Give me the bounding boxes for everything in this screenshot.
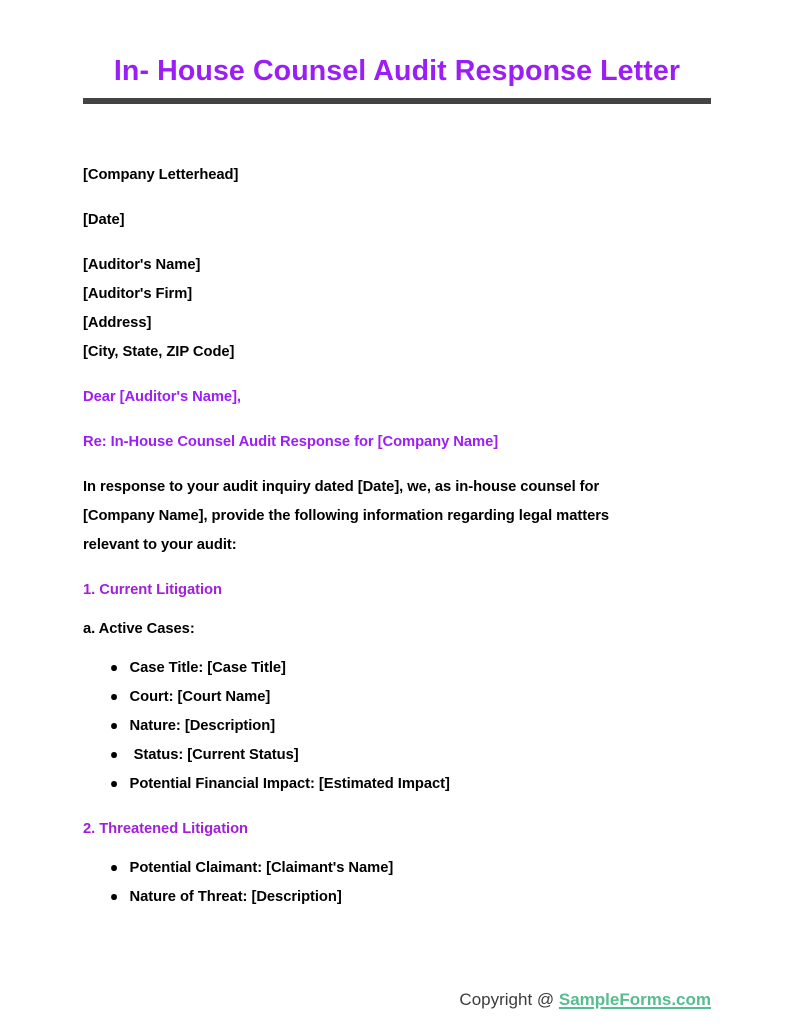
title-divider [83,98,711,104]
section-heading-1: 1. Current Litigation [83,581,222,598]
intro-paragraph: In response to your audit inquiry dated [Date], we, as in-house counsel for [Company Name], provide the following information regarding legal matters relevant to your audit: [83,478,610,553]
footer [0,989,711,1011]
date-line: [Date] [83,211,125,228]
spacer [83,411,723,427]
spacer [83,234,723,250]
spacer [83,604,723,614]
auditor-firm-line: [Auditor's Firm] [83,285,193,302]
list-item: Potential Claimant: [Claimant's Name] [83,853,704,882]
auditor-name-line: [Auditor's Name] [83,256,201,273]
brand-link[interactable]: SampleForms.com [558,990,711,1009]
list-item: Status: [Current Status] [83,740,704,769]
title-block [83,52,711,104]
city-state-zip-line: [City, State, ZIP Code] [83,343,235,360]
list-item: Potential Financial Impact: [Estimated Impact] [83,769,704,798]
subject-line: Re: In-House Counsel Audit Response for [Company Name] [83,433,499,450]
spacer [83,189,723,205]
address-line: [Address] [83,314,152,331]
spacer [83,643,723,653]
salutation: Dear [Auditor's Name], [83,388,241,405]
list-item: Case Title: [Case Title] [83,653,704,682]
letterhead-line: [Company Letterhead] [83,166,239,183]
spacer [83,843,723,853]
list-item: Court: [Court Name] [83,682,704,711]
spacer [83,366,723,382]
bullet-list-threatened-litigation [83,853,723,911]
copyright-text: Copyright @ [459,990,559,1009]
page-title: In- House Counsel Audit Response Letter [113,55,681,87]
list-item: Nature of Threat: [Description] [83,882,704,911]
spacer [83,798,723,814]
section-subheading-1: a. Active Cases: [83,620,195,637]
section-heading-2: 2. Threatened Litigation [83,820,249,837]
spacer [83,456,723,472]
spacer [83,559,723,575]
bullet-list-current-litigation [83,653,723,798]
list-item: Nature: [Description] [83,711,704,740]
letter-body [83,160,723,911]
